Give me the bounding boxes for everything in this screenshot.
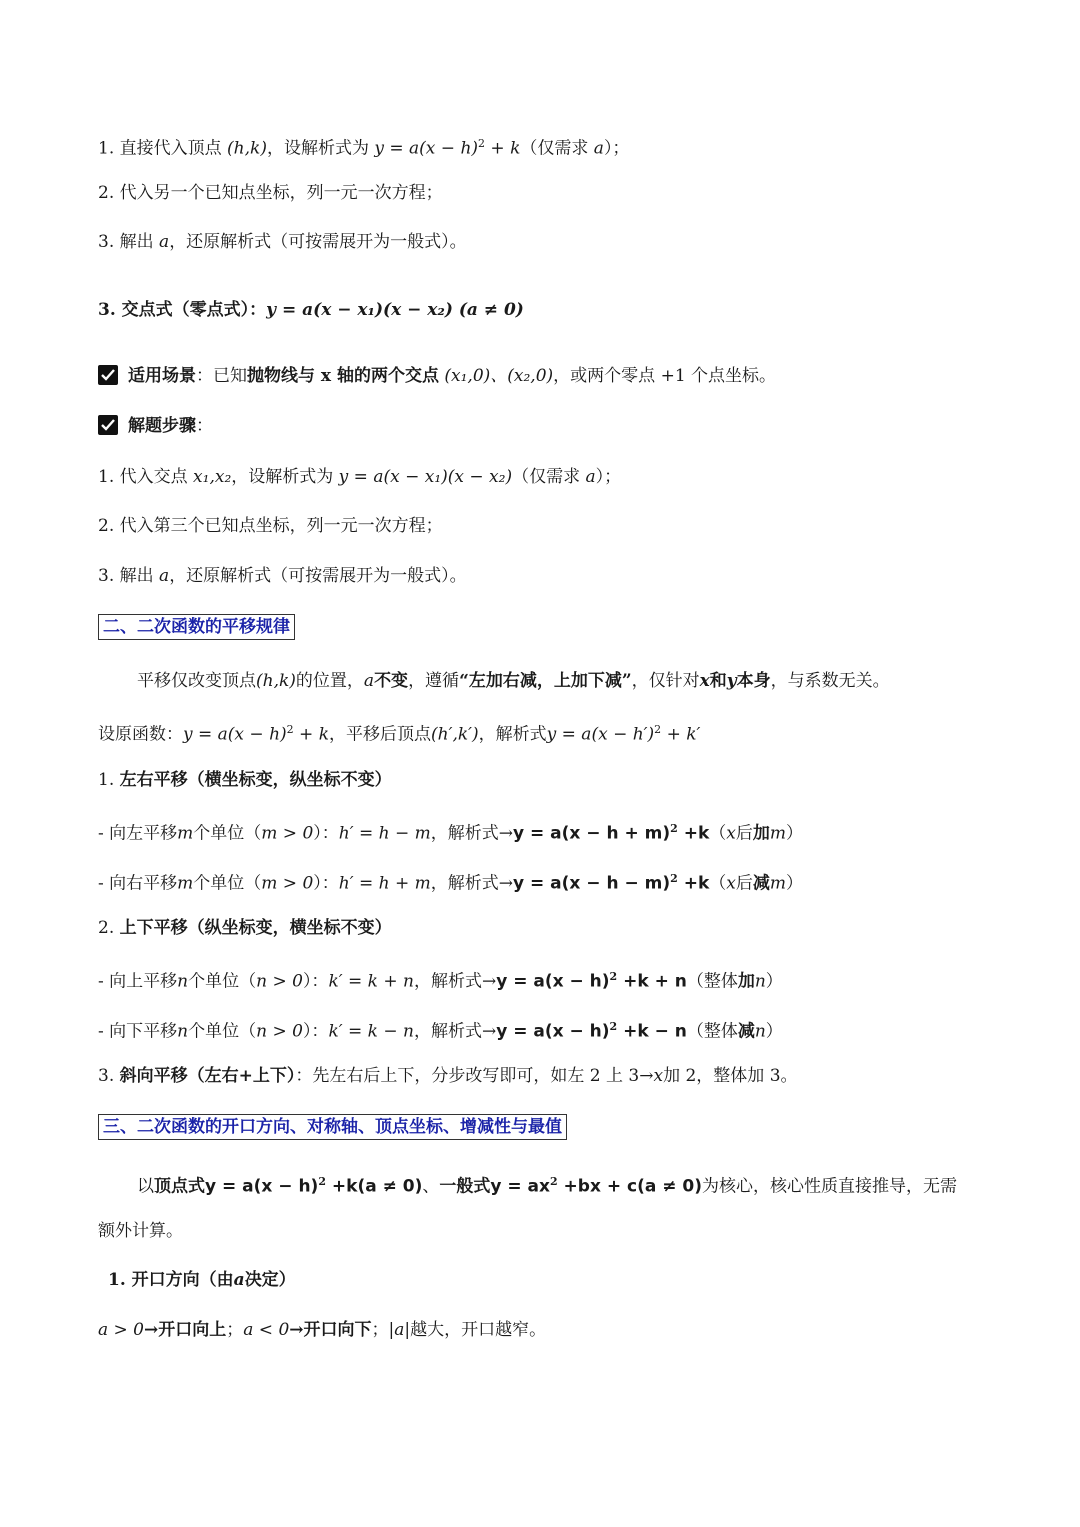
shift-left-rule: - 向左平移m个单位（m > 0）：h′ = h − m，解析式$\to y = a(x - h + m)^2 +k(x$后加m） (98, 822, 803, 844)
section-heading-translation: 二、二次函数的平移规律 (98, 614, 295, 640)
properties-intro: 以顶点式$y = a(x - h)^2 +k(a \ne 0)$、一般式$y = ax^2 +bx + c(a \ne 0)$为核心，核心性质直接推导，无需 (137, 1175, 958, 1197)
diagonal-shift-rule: 3. 斜向平移（左右+上下）：先左右后上下，分步改写即可，如左 2 上 3→x加 2，整体加 3。 (98, 1066, 798, 1086)
intercept-step-1: 1. 代入交点 x₁,x₂，设解析式为 y = a(x − x₁)(x − x₂)（仅需求 a）； (98, 467, 622, 487)
shift-down-rule: - 向下平移n个单位（n > 0）：k′ = k − n，解析式$\to y = a(x - h)^2 +k - n$（整体减n） (98, 1020, 783, 1042)
checkbox-checked-icon (98, 365, 118, 385)
checkbox-checked-icon (98, 415, 118, 435)
up-down-title: 2. 上下平移（纵坐标变，横坐标不变） (98, 918, 392, 938)
shift-up-rule: - 向上平移n个单位（n > 0）：k′ = k + n，解析式$\to y = a(x - h)^2 +k + n$（整体加n） (98, 970, 783, 992)
properties-intro-cont: 额外计算。 (98, 1221, 183, 1241)
opening-direction-rule: a > 0→开口向上；a < 0→开口向下；|a|越大，开口越窄。 (98, 1320, 547, 1340)
section-heading-properties: 三、二次函数的开口方向、对称轴、顶点坐标、增减性与最值 (98, 1114, 567, 1140)
vertex-step-2: 2. 代入另一个已知点坐标，列一元一次方程； (98, 183, 443, 203)
intercept-step-2: 2. 代入第三个已知点坐标，列一元一次方程； (98, 516, 443, 536)
original-function-line: 设原函数：$y = a(x - h)^2 + k$，平移后顶点(h′,k′)，解析式$y = a(x - h')^2 + k'$ (98, 723, 701, 745)
vertex-step-1: 1. 直接代入顶点 (h,k)，设解析式为 $y = a(x - h)^2 + k$（仅需求 a）； (98, 137, 630, 159)
vertex-step-3: 3. 解出 a，还原解析式（可按需展开为一般式）。 (98, 232, 467, 252)
opening-direction-title: 1. 开口方向（由a决定） (108, 1270, 296, 1290)
intercept-step-3: 3. 解出 a，还原解析式（可按需展开为一般式）。 (98, 566, 467, 586)
shift-right-rule: - 向右平移m个单位（m > 0）：h′ = h + m，解析式$\to y = a(x - h - m)^2 +k(x$后减m） (98, 872, 803, 894)
translation-intro: 平移仅改变顶点(h,k)的位置，a不变，遵循“左加右减，上加下减”，仅针对x和y本身，与系数无关。 (137, 671, 890, 691)
intercept-scene: 适用场景：已知抛物线与 x 轴的两个交点 (x₁,0)、(x₂,0)，或两个零点 +1 个点坐标。 (98, 363, 1020, 389)
intercept-steps-label: 解题步骤： (98, 413, 1020, 439)
left-right-title: 1. 左右平移（横坐标变，纵坐标不变） (98, 770, 392, 790)
intercept-form-title: 3. 交点式（零点式）：y = a(x − x₁)(x − x₂) (a ≠ 0) (98, 300, 524, 320)
